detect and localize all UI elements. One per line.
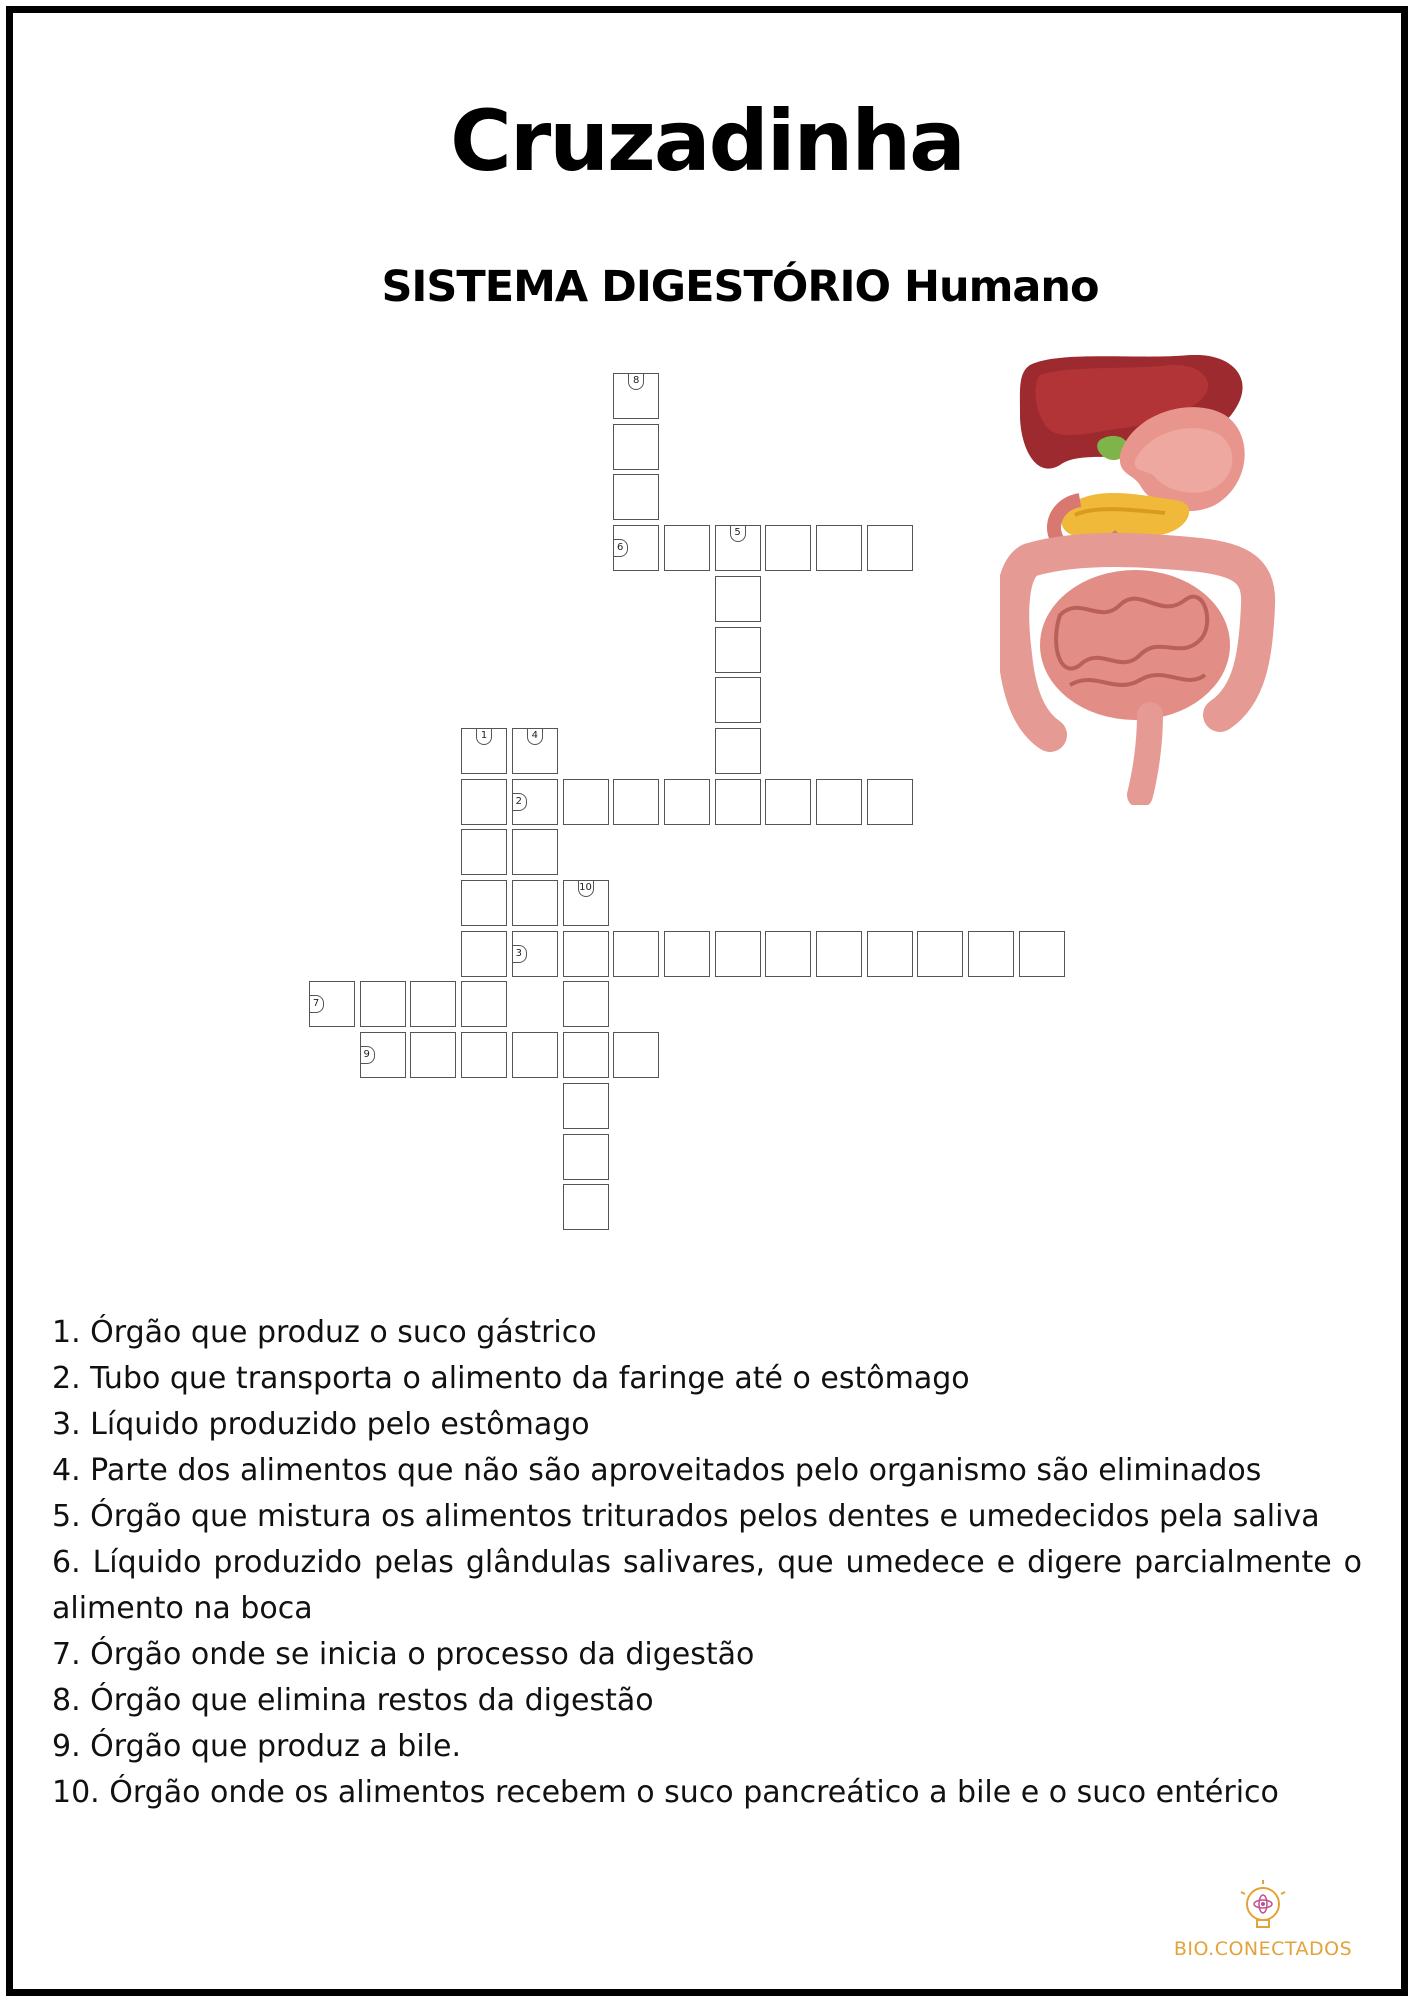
crossword-cell[interactable] bbox=[867, 779, 913, 825]
clue-number: 9 bbox=[360, 1046, 375, 1064]
crossword-cell[interactable] bbox=[512, 779, 558, 825]
crossword-cell[interactable] bbox=[461, 779, 507, 825]
crossword-cell[interactable] bbox=[715, 525, 761, 571]
crossword-cell[interactable] bbox=[410, 981, 456, 1027]
clue-number: 10 bbox=[578, 880, 594, 897]
clue-number: 6 bbox=[613, 539, 628, 557]
crossword-cell[interactable] bbox=[715, 931, 761, 977]
crossword-cell[interactable] bbox=[563, 931, 609, 977]
crossword-cell[interactable] bbox=[968, 931, 1014, 977]
crossword-cell[interactable] bbox=[512, 829, 558, 875]
crossword-cell[interactable] bbox=[309, 981, 355, 1027]
crossword-cell[interactable] bbox=[461, 728, 507, 774]
crossword-cell[interactable] bbox=[715, 627, 761, 673]
crossword-cell[interactable] bbox=[1019, 931, 1065, 977]
clue-number: 4 bbox=[527, 728, 543, 745]
crossword-cell[interactable] bbox=[563, 1134, 609, 1180]
digestive-system-icon bbox=[1000, 355, 1280, 805]
crossword-cell[interactable] bbox=[613, 424, 659, 470]
crossword-cell[interactable] bbox=[816, 779, 862, 825]
crossword-cell[interactable] bbox=[867, 931, 913, 977]
crossword-cell[interactable] bbox=[563, 1032, 609, 1078]
page-subtitle: SISTEMA DIGESTÓRIO Humano bbox=[381, 262, 1099, 312]
crossword-cell[interactable] bbox=[461, 931, 507, 977]
crossword-cell[interactable] bbox=[664, 525, 710, 571]
clue-item: 2. Tubo que transporta o alimento da faringe até o estômago bbox=[52, 1361, 970, 1396]
crossword-cell[interactable] bbox=[461, 880, 507, 926]
clue-item: 4. Parte dos alimentos que não são aproveitados pelo organismo são eliminados bbox=[52, 1453, 1262, 1488]
lightbulb-atom-icon bbox=[1233, 1878, 1293, 1934]
crossword-cell[interactable] bbox=[867, 525, 913, 571]
crossword-cell[interactable] bbox=[664, 779, 710, 825]
crossword-cell[interactable] bbox=[664, 931, 710, 977]
clue-item: 9. Órgão que produz a bile. bbox=[52, 1729, 461, 1764]
crossword-cell[interactable] bbox=[765, 931, 811, 977]
clue-number: 3 bbox=[512, 945, 527, 963]
crossword-cell[interactable] bbox=[563, 880, 609, 926]
crossword-cell[interactable] bbox=[563, 1083, 609, 1129]
crossword-cell[interactable] bbox=[715, 779, 761, 825]
crossword-cell[interactable] bbox=[512, 880, 558, 926]
crossword-cell[interactable] bbox=[563, 1184, 609, 1230]
crossword-cell[interactable] bbox=[613, 525, 659, 571]
crossword-cell[interactable] bbox=[563, 779, 609, 825]
crossword-cell[interactable] bbox=[816, 525, 862, 571]
crossword-cell[interactable] bbox=[410, 1032, 456, 1078]
clue-number: 1 bbox=[476, 728, 492, 745]
clue-item: 3. Líquido produzido pelo estômago bbox=[52, 1407, 590, 1442]
clue-list bbox=[52, 1310, 1362, 1816]
crossword-cell[interactable] bbox=[461, 829, 507, 875]
page-title: Cruzadinha bbox=[450, 92, 964, 190]
crossword-cell[interactable] bbox=[765, 779, 811, 825]
crossword-cell[interactable] bbox=[461, 981, 507, 1027]
crossword-cell[interactable] bbox=[613, 931, 659, 977]
crossword-cell[interactable] bbox=[613, 373, 659, 419]
crossword-cell[interactable] bbox=[512, 1032, 558, 1078]
crossword-cell[interactable] bbox=[816, 931, 862, 977]
crossword-cell[interactable] bbox=[917, 931, 963, 977]
crossword-cell[interactable] bbox=[360, 981, 406, 1027]
brand-logo bbox=[1168, 1878, 1358, 1968]
clue-number: 7 bbox=[309, 995, 324, 1013]
crossword-cell[interactable] bbox=[461, 1032, 507, 1078]
clue-item: 1. Órgão que produz o suco gástrico bbox=[52, 1315, 597, 1350]
clue-item: 8. Órgão que elimina restos da digestão bbox=[52, 1683, 654, 1718]
crossword-cell[interactable] bbox=[715, 677, 761, 723]
crossword-cell[interactable] bbox=[765, 525, 811, 571]
clue-item: 5. Órgão que mistura os alimentos triturados pelos dentes e umedecidos pela saliva bbox=[52, 1499, 1320, 1534]
clue-number: 2 bbox=[512, 793, 527, 811]
brand-name: BIO.CONECTADOS bbox=[1173, 1938, 1353, 1960]
clue-item: 7. Órgão onde se inicia o processo da digestão bbox=[52, 1637, 755, 1672]
crossword-cell[interactable] bbox=[613, 474, 659, 520]
crossword-cell[interactable] bbox=[613, 1032, 659, 1078]
crossword-cell[interactable] bbox=[613, 779, 659, 825]
crossword-cell[interactable] bbox=[715, 728, 761, 774]
clue-item: 10. Órgão onde os alimentos recebem o suco pancreático a bile e o suco entérico bbox=[52, 1775, 1279, 1810]
crossword-cell[interactable] bbox=[563, 981, 609, 1027]
crossword-cell[interactable] bbox=[512, 931, 558, 977]
crossword-cell[interactable] bbox=[512, 728, 558, 774]
crossword-cell[interactable] bbox=[715, 576, 761, 622]
clue-number: 5 bbox=[730, 525, 746, 542]
clue-item: 6. Líquido produzido pelas glândulas salivares, que umedece e digere parcialmente o alimento na boca bbox=[52, 1545, 1362, 1626]
crossword-cell[interactable] bbox=[360, 1032, 406, 1078]
clue-number: 8 bbox=[628, 373, 644, 390]
